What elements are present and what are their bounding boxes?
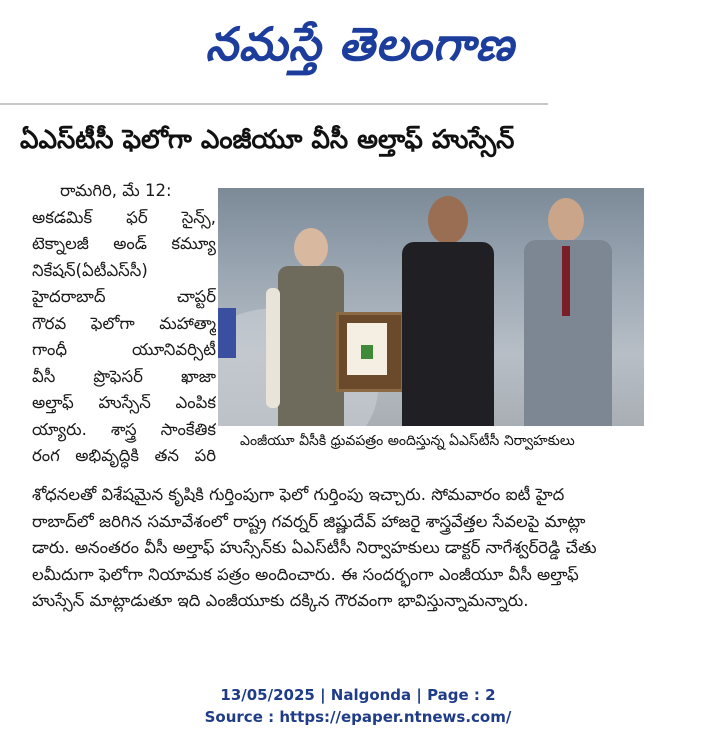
photo-person-right — [518, 198, 618, 426]
photo-person-center — [394, 196, 502, 426]
article-body-line: లమీదుగా ఫెలోగా నియామక పత్రం అందించారు. ఈ సందర్భంగా ఎంజీయూ వీసీ అల్తాఫ్ — [32, 564, 579, 584]
article-body-line: రాబాద్‌లో జరిగిన సమావేశంలో రాష్ట్ర గవర్నర్ జిష్ణుదేవ్ హాజరై శాస్త్రవేత్తల సేవలపై మాట్లా — [32, 511, 586, 531]
article-body-line: హుస్సేన్ మాట్లాడుతూ ఇది ఎంజీయూకు దక్కిన గౌరవంగా భావిస్తున్నామన్నారు. — [32, 591, 529, 610]
footer-source: Source : https://epaper.ntnews.com/ — [204, 708, 512, 726]
article-left-line: వీసీ ప్రొఫెసర్ ఖాజా — [32, 366, 216, 386]
article-left-line: య్యారు. శాస్త్ర సాంకేతిక — [32, 419, 216, 439]
photo-stage-edge — [218, 308, 236, 358]
article-body-line: డారు. అనంతరం వీసీ అల్తాఫ్ హుస్సేన్‌కు ఏఎస్‌టీసీ నిర్వాహకులు డాక్టర్ నాగేశ్వర్‌రెడ్డి చేతు — [32, 538, 597, 557]
article-left-line: అకడమిక్ ఫర్ సైన్స్, — [32, 207, 216, 227]
article-photo — [218, 188, 644, 426]
photo-caption: ఎంజీయూ వీసీకి ధ్రువపత్రం అందిస్తున్న ఏఎస్‌టీసీ నిర్వాహకులు — [218, 426, 644, 456]
masthead — [0, 0, 716, 100]
article-left-line: గౌరవ ఫెలోగా మహాత్మా — [32, 313, 216, 333]
footer — [0, 666, 716, 746]
article-left-line: అల్తాఫ్ హుస్సేన్ ఎంపిక — [32, 393, 216, 412]
article-left-line: రామగిరి, మే 12: — [60, 181, 172, 200]
article-body — [32, 482, 612, 615]
article-left-line: హైదరాబాద్ చాప్టర్ — [32, 287, 216, 306]
article-left-line: రంగ అభివృద్ధికి తన పరి — [32, 446, 216, 465]
article-left-line: గాంధీ యూనివర్సిటీ — [32, 340, 216, 359]
article-left-column — [32, 178, 216, 470]
newspaper-logo-title: నమస్తే తెలంగాణ — [205, 17, 515, 71]
article-left-line: నికేషన్(ఏటీఎస్‌సీ) — [32, 260, 148, 280]
article-left-line: టెక్నాలజీ అండ్ కమ్యూ — [32, 234, 216, 253]
masthead-divider — [0, 103, 548, 105]
article-headline: ఏఎస్‌టీసీ ఫెలోగా ఎంజీయూ వీసీ అల్తాఫ్ హుస్సేన్ — [20, 125, 515, 155]
article-body-line: శోధనలతో విశేషమైన కృషికి గుర్తింపుగా ఫెలో గుర్తింపు ఇచ్చారు. సోమవారం ఐటీ హైద — [32, 485, 565, 504]
footer-date-edition: 13/05/2025 | Nalgonda | Page : 2 — [220, 686, 496, 704]
